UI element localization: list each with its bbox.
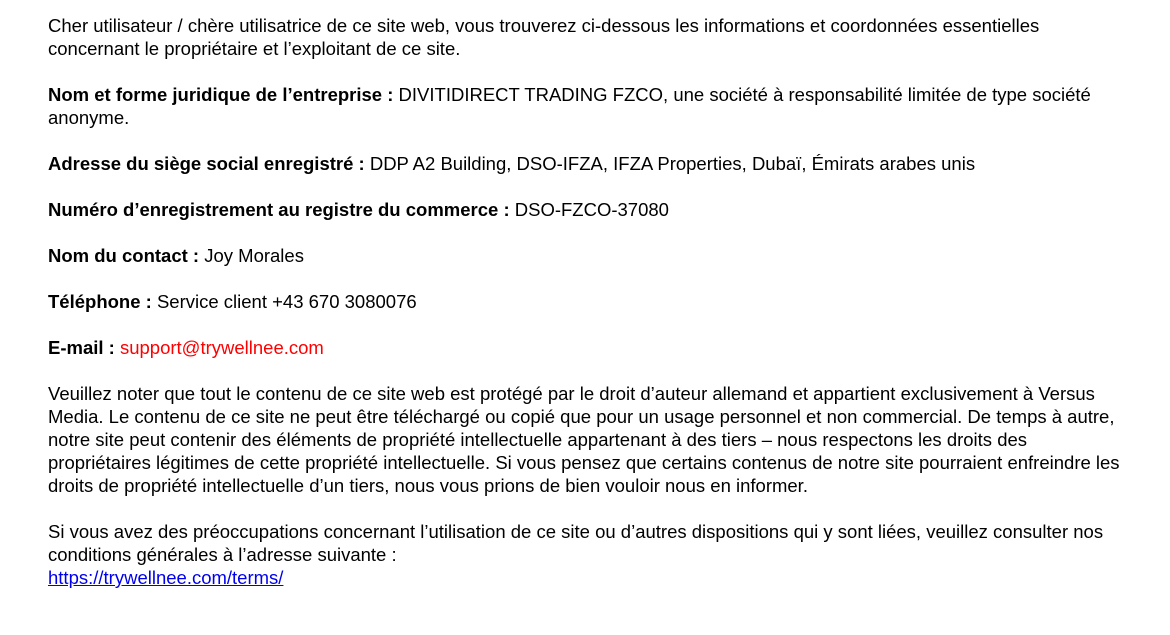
registration-value: DSO-FZCO-37080 [509, 199, 669, 220]
registration-paragraph [48, 198, 1128, 221]
phone-value: Service client +43 670 3080076 [151, 291, 417, 312]
intro-paragraph: Cher utilisateur / chère utilisatrice de ce site web, vous trouverez ci-dessous les informations et coordonnées essentielles concernant le propriétaire et l’exploitant de ce site. [48, 15, 1040, 59]
company-name-value: DIVITIDIRECT TRADING FZCO, une société à responsabilité limitée de type société anonyme. [48, 84, 1091, 128]
contact-value: Joy Morales [199, 245, 304, 266]
address-label: Adresse du siège social enregistré : [48, 153, 365, 174]
email-value[interactable]: support@trywellnee.com [119, 337, 324, 358]
email-label: E-mail : [48, 337, 115, 358]
terms-paragraph [48, 520, 1128, 589]
phone-paragraph [48, 290, 1128, 313]
email-paragraph [48, 336, 1128, 359]
phone-label: Téléphone : [48, 291, 152, 312]
address-value: DDP A2 Building, DSO-IFZA, IFZA Properties, Dubaï, Émirats arabes unis [364, 153, 976, 174]
company-name-label: Nom et forme juridique de l’entreprise : [48, 84, 394, 105]
address-paragraph [48, 152, 1128, 175]
legal-notice-document [48, 14, 1128, 612]
contact-paragraph [48, 244, 1128, 267]
company-name-paragraph [48, 83, 1128, 129]
terms-link[interactable]: https://trywellnee.com/terms/ [48, 567, 284, 588]
registration-label: Numéro d’enregistrement au registre du commerce : [48, 199, 510, 220]
terms-text: Si vous avez des préoccupations concernant l’utilisation de ce site ou d’autres dispositions qui y sont liées, veuillez consulter nos conditions générales à l’adresse suivante : [48, 521, 1104, 565]
copyright-paragraph: Veuillez noter que tout le contenu de ce site web est protégé par le droit d’auteur allemand et appartient exclusivement à Versus Media. Le contenu de ce site ne peut être téléchargé ou copié que pour un usage personnel et non commercial. De temps à autre, notre site peut contenir des éléments de propriété intellectuelle appartenant à des tiers – nous respectons les droits des propriétaires légitimes de cette propriété intellectuelle. Si vous pensez que certains contenus de notre site pourraient enfreindre les droits de propriété intellectuelle d’un tiers, nous vous prions de bien vouloir nous en informer. [48, 383, 1120, 496]
contact-label: Nom du contact : [48, 245, 200, 266]
